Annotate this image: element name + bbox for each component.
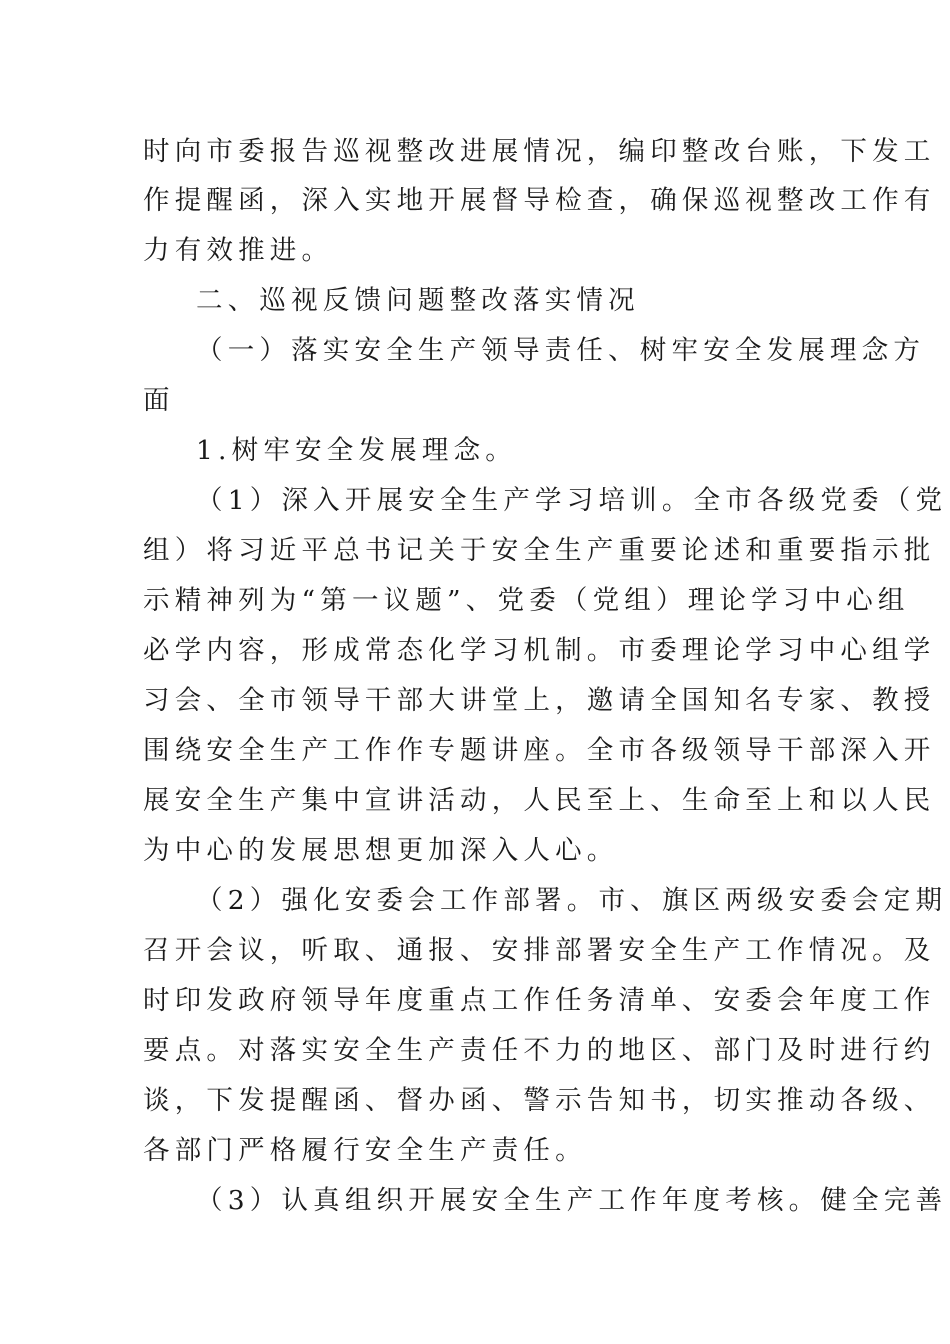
paragraph-line: 展安全生产集中宣讲活动，人民至上、生命至上和以人民 xyxy=(143,785,936,816)
paragraph-line: 习会、全市领导干部大讲堂上，邀请全国知名专家、教授 xyxy=(143,685,936,716)
paragraph-line: 组）将习近平总书记关于安全生产重要论述和重要指示批 xyxy=(143,535,936,566)
paragraph-line: （3）认真组织开展安全生产工作年度考核。健全完善 xyxy=(196,1185,948,1216)
paragraph-line: 要点。对落实安全生产责任不力的地区、部门及时进行约 xyxy=(143,1035,936,1066)
paragraph-line: 召开会议，听取、通报、安排部署安全生产工作情况。及 xyxy=(143,935,936,966)
item-heading: 1.树牢安全发展理念。 xyxy=(196,435,517,466)
paragraph-line: 时印发政府领导年度重点工作任务清单、安委会年度工作 xyxy=(143,985,936,1016)
subsection-heading: （一）落实安全生产领导责任、树牢安全发展理念方 xyxy=(196,335,926,366)
paragraph-line: 作提醒函，深入实地开展督导检查，确保巡视整改工作有 xyxy=(143,185,936,216)
paragraph-line: 为中心的发展思想更加深入人心。 xyxy=(143,835,619,866)
paragraph-line: 谈，下发提醒函、督办函、警示告知书，切实推动各级、 xyxy=(143,1085,936,1116)
paragraph-line: 力有效推进。 xyxy=(143,235,334,266)
section-heading: 二、巡视反馈问题整改落实情况 xyxy=(196,285,640,316)
paragraph-line: 时向市委报告巡视整改进展情况，编印整改台账，下发工 xyxy=(143,136,936,167)
paragraph-line: 示精神列为“第一议题”、党委（党组）理论学习中心组 xyxy=(143,585,910,616)
paragraph-line: 围绕安全生产工作作专题讲座。全市各级领导干部深入开 xyxy=(143,735,936,766)
paragraph-line: （2）强化安委会工作部署。市、旗区两级安委会定期 xyxy=(196,885,948,916)
paragraph-line: 必学内容，形成常态化学习机制。市委理论学习中心组学 xyxy=(143,635,936,666)
subsection-heading-continued: 面 xyxy=(143,385,175,416)
paragraph-line: （1）深入开展安全生产学习培训。全市各级党委（党 xyxy=(196,485,948,516)
paragraph-line: 各部门严格履行安全生产责任。 xyxy=(143,1135,587,1166)
